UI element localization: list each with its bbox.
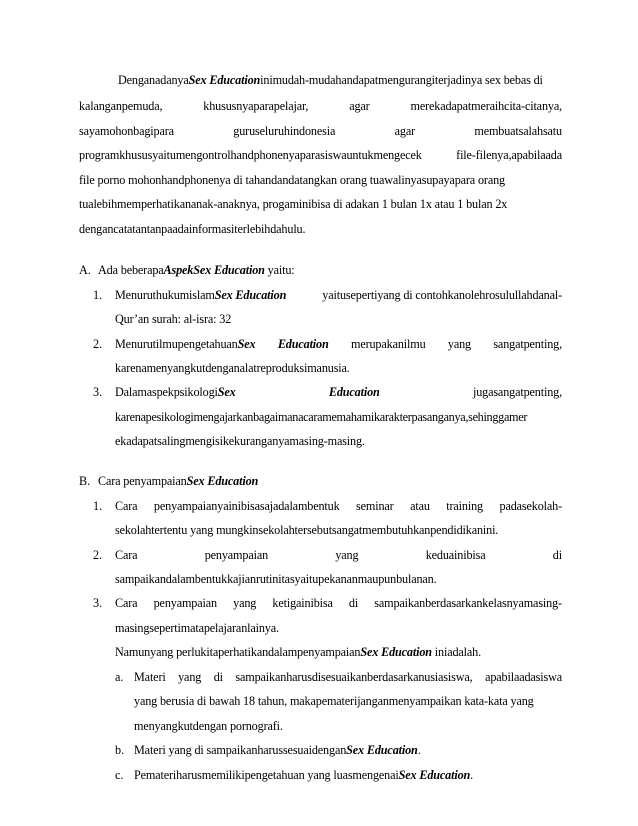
b-sub-a-line-1: Materi yang di sampaikanharusdisesuaikanberdasarkanusiasiswa, apabilaadasiswa bbox=[134, 670, 562, 684]
a-item-1-line-2: Qur’an surah: al-isra: 32 bbox=[115, 312, 232, 326]
b-item-1-line-2: sekolahtertentu yang mungkinsekolahtersebutsangatmembutuhkanpendidikanini. bbox=[115, 523, 499, 537]
b-sub-b-marker: b. bbox=[115, 743, 125, 757]
a-item-2-line-2: karenamenyangkutdenganalatreproduksimanusia. bbox=[115, 361, 350, 375]
b-item-1-line-1: Cara penyampaianyainibisasajadalambentuk seminar atau training padasekolah- bbox=[115, 499, 562, 513]
b-note: Namunyang perlukitaperhatikandalampenyampaianSex Education iniadalah. bbox=[115, 645, 482, 659]
section-a-heading: Ada beberapaAspekSex Education yaitu: bbox=[98, 263, 295, 277]
b-item-1-number: 1. bbox=[93, 499, 103, 513]
section-b-heading: Cara penyampaianSex Education bbox=[98, 474, 259, 488]
intro-line-5: file porno mohonhandphonenya di tahandandatangkan orang tuawalinyasupayapara orang bbox=[79, 173, 505, 187]
section-b-marker: B. bbox=[79, 474, 91, 488]
intro-line-3: sayamohonbagipara guruseluruhindonesia agar membuatsalahsatu bbox=[79, 124, 562, 138]
intro-line-2: kalanganpemuda, khususnyaparapelajar, agar merekadapatmeraihcita-citanya, bbox=[79, 99, 562, 113]
b-item-3-number: 3. bbox=[93, 596, 103, 610]
intro-line-4: programkhususyaitumengontrolhandphonenyaparasiswauntukmengecek file-filenya,apabilaada bbox=[79, 148, 562, 162]
b-item-3-line-1: Cara penyampaian yang ketigainibisa di sampaikanberdasarkankelasnyamasing- bbox=[115, 596, 562, 610]
b-item-2-line-1: Cara penyampaian yang keduainibisa di bbox=[115, 548, 562, 562]
b-sub-a-line-3: menyangkutdengan pornografi. bbox=[134, 719, 283, 733]
b-sub-b-line-1: Materi yang di sampaikanharussesuaidenganSex Education. bbox=[134, 743, 421, 757]
intro-line-1: DenganadanyaSex Educationinimudah-mudahandapatmengurangiterjadinya sex bebas di bbox=[118, 73, 543, 87]
a-item-1-number: 1. bbox=[93, 288, 103, 302]
a-item-1-line-1: MenuruthukumislamSex Education yaitusepertiyang di contohkanolehrosulullahdanal- bbox=[115, 288, 562, 302]
b-sub-a-marker: a. bbox=[115, 670, 124, 684]
a-item-2-line-1: MenurutilmupengetahuanSex Education merupakanilmu yang sangatpenting, bbox=[115, 337, 562, 351]
a-item-3-line-2: karenapesikologimengajarkanbagaimanacaramemahamikarakterpasanganya,sehinggamer bbox=[115, 410, 528, 424]
b-item-2-line-2: sampaikandalambentukkajianrutinitasyaitupekananmaupunbulanan. bbox=[115, 572, 437, 586]
a-item-2-number: 2. bbox=[93, 337, 103, 351]
section-a-marker: A. bbox=[79, 263, 91, 277]
a-item-3-line-1: DalamaspekpsikologiSex Education jugasangatpenting, bbox=[115, 385, 562, 399]
b-item-3-line-2: masingsepertimatapelajaranlainya. bbox=[115, 621, 279, 635]
intro-line-6: tualebihmemperhatikananak-anaknya, progaminibisa di adakan 1 bulan 1x atau 1 bulan 2x bbox=[79, 197, 508, 211]
a-item-3-number: 3. bbox=[93, 385, 103, 399]
a-item-3-line-3: ekadapatsalingmengisikekuranganyamasing-masing. bbox=[115, 434, 365, 448]
b-sub-a-line-2: yang berusia di bawah 18 tahun, makapematerijanganmenyampaikan kata-kata yang bbox=[134, 694, 534, 708]
b-item-2-number: 2. bbox=[93, 548, 103, 562]
intro-line-7: dengancatatantanpaadainformasiterlebihdahulu. bbox=[79, 222, 306, 236]
b-sub-c-line-1: Pemateriharusmemilikipengetahuan yang luasmengenaiSex Education. bbox=[134, 768, 474, 782]
b-sub-c-marker: c. bbox=[115, 768, 124, 782]
